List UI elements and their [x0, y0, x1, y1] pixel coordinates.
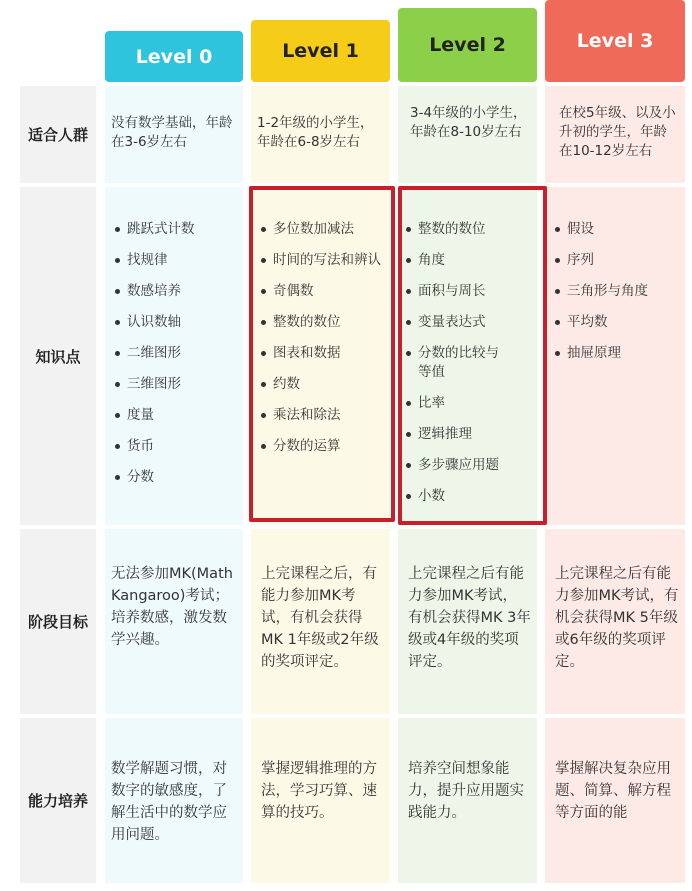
list-item: 二维图形: [113, 344, 239, 375]
goals-level-0: 无法参加MK(Math Kangaroo)考试；培养数感，激发数学兴趣。: [105, 529, 243, 714]
knowledge-list-level-3: [553, 220, 681, 375]
list-item: 三角形与角度: [553, 282, 681, 313]
list-item: 约数: [259, 375, 388, 406]
goals-level-1: 上完课程之后，有能力参加MK考试，有机会获得MK 1年级或2年级的奖项评定。: [251, 529, 390, 714]
list-item: 平均数: [553, 313, 681, 344]
audience-level-3: 在校5年级、以及小升初的学生，年龄在10-12岁左右: [545, 86, 685, 183]
header-level-1: Level 1: [251, 20, 390, 82]
header-level-2: Level 2: [398, 8, 537, 82]
list-item: 分数的比较与等值: [404, 344, 503, 394]
list-item: 时间的写法和辨认: [259, 251, 388, 282]
goals-level-3: 上完课程之后有能力参加MK考试，有机会获得MK 5年级或6年级的奖项评定。: [545, 529, 685, 714]
list-item: 抽屉原理: [553, 344, 681, 375]
list-item: 货币: [113, 437, 239, 468]
ability-level-2: 培养空间想象能力，提升应用题实践能力。: [398, 718, 537, 883]
header-level-3: Level 3: [545, 0, 685, 82]
list-item: 找规律: [113, 251, 239, 282]
list-item: 逻辑推理: [404, 425, 503, 456]
ability-level-1: 掌握逻辑推理的方法，学习巧算、速算的技巧。: [251, 718, 390, 883]
list-item: 数感培养: [113, 282, 239, 313]
goals-level-2: 上完课程之后有能力参加MK考试，有机会获得MK 3年级或4年级的奖项评定。: [398, 529, 537, 714]
list-item: 变量表达式: [404, 313, 503, 344]
list-item: 奇偶数: [259, 282, 388, 313]
audience-level-0: 没有数学基础，年龄在3-6岁左右: [105, 86, 243, 183]
header-level-0: Level 0: [105, 31, 243, 82]
audience-level-2: 3-4年级的小学生，年龄在8-10岁左右: [398, 86, 537, 183]
list-item: 分数: [113, 468, 239, 499]
row-label-ability: 能力培养: [20, 718, 96, 883]
audience-level-1: 1-2年级的小学生，年龄在6-8岁左右: [251, 86, 390, 183]
highlight-box-level-2: [398, 186, 547, 525]
row-label-knowledge: 知识点: [20, 187, 96, 525]
list-item: 假设: [553, 220, 681, 251]
knowledge-level-0: [105, 187, 243, 525]
knowledge-level-3: [545, 187, 685, 525]
list-item: 度量: [113, 406, 239, 437]
list-item: 分数的运算: [259, 437, 388, 468]
highlight-box-level-1: [249, 186, 395, 522]
list-item: 角度: [404, 251, 503, 282]
list-item: 跳跃式计数: [113, 220, 239, 251]
list-item: 整数的数位: [404, 220, 503, 251]
list-item: 多步骤应用题: [404, 456, 503, 487]
list-item: 乘法和除法: [259, 406, 388, 437]
list-item: 多位数加减法: [259, 220, 388, 251]
list-item: 序列: [553, 251, 681, 282]
ability-level-0: 数学解题习惯，对数字的敏感度，了解生活中的数学应用问题。: [105, 718, 243, 883]
knowledge-list-level-0: [113, 220, 239, 499]
list-item: 图表和数据: [259, 344, 388, 375]
list-item: 整数的数位: [259, 313, 388, 344]
ability-level-3: 掌握解决复杂应用题、简算、解方程等方面的能: [545, 718, 685, 883]
list-item: 三维图形: [113, 375, 239, 406]
list-item: 面积与周长: [404, 282, 503, 313]
row-label-audience: 适合人群: [20, 86, 96, 183]
list-item: 比率: [404, 394, 503, 425]
list-item: 认识数轴: [113, 313, 239, 344]
list-item: 小数: [404, 487, 503, 518]
row-label-goals: 阶段目标: [20, 529, 96, 714]
